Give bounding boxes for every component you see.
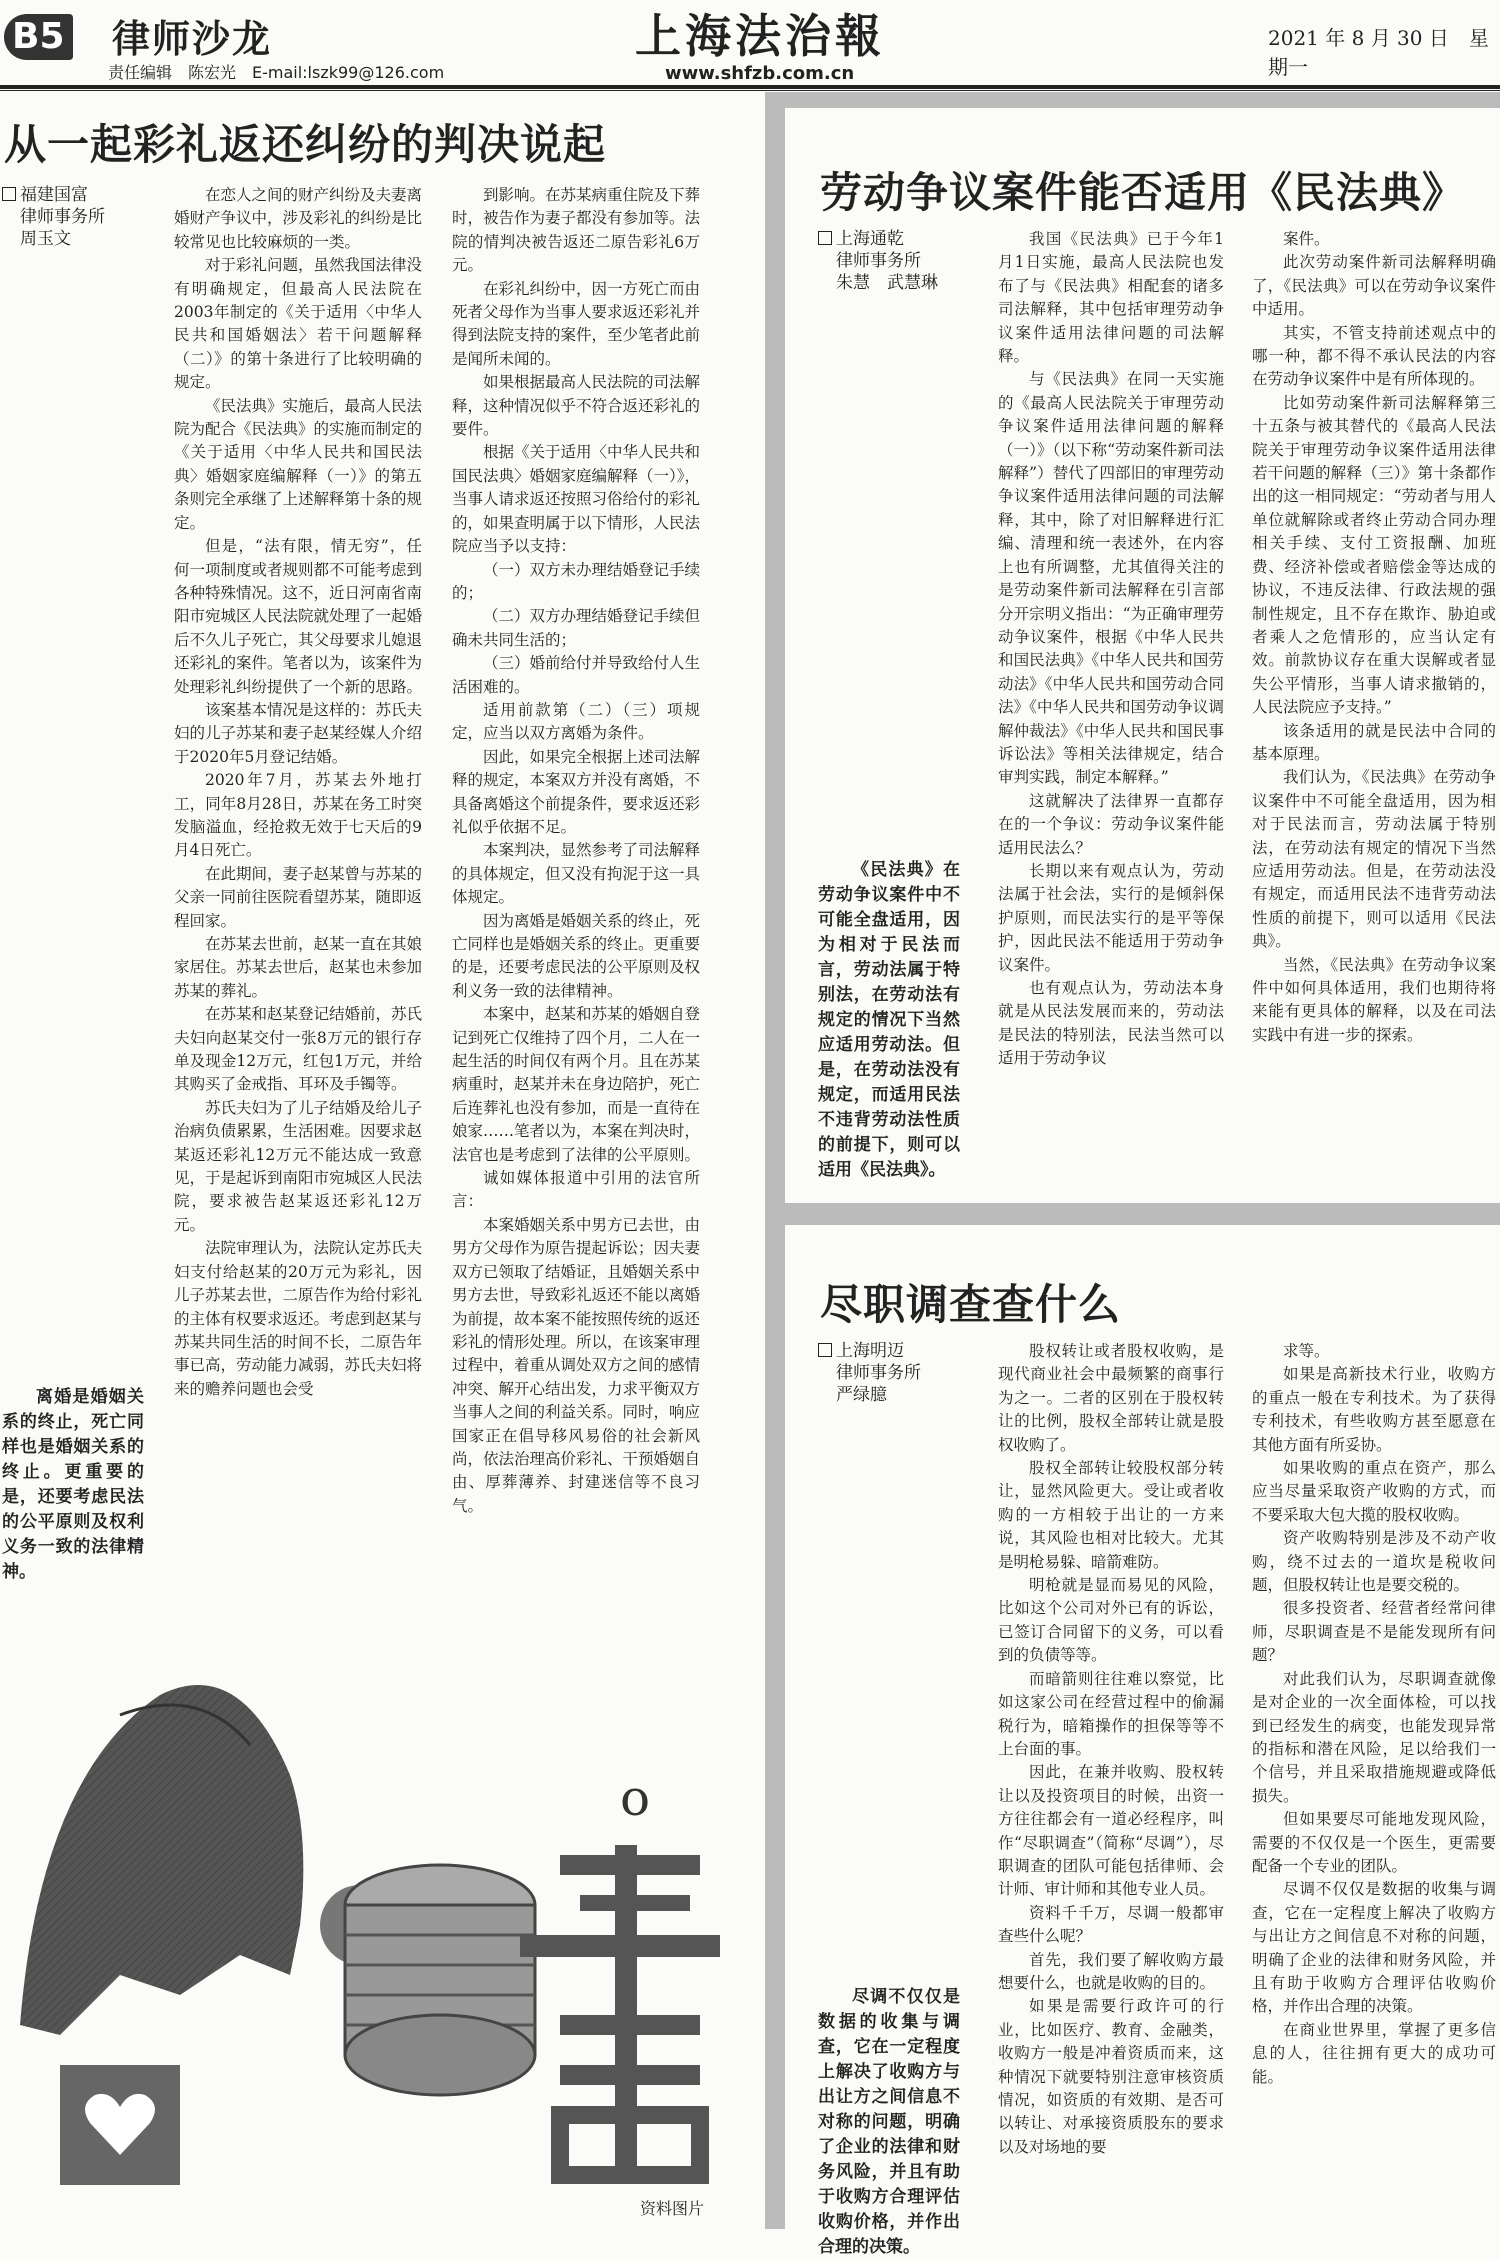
section-divider-bar [785, 1203, 1500, 1225]
body-paragraph: （二）双方办理结婚登记手续但确未共同生活的； [452, 607, 701, 649]
body-paragraph: 资产收购特别是涉及不动产收购，绕不过去的一道坎是税收问题，但股权转让也是要交税的。 [1252, 1529, 1496, 1595]
body-paragraph: 股权转让或者股权收购，是现代商业社会中最频繁的商事行为之一。二者的区别在于股权转让的比例，股权全部转让就是股权收购了。 [998, 1342, 1224, 1454]
article2-column-1 [998, 228, 1224, 1071]
masthead-rule-thin [0, 90, 1500, 91]
article3-column-1 [998, 1340, 1224, 2159]
article1-column-1 [174, 184, 422, 1401]
masthead-rule [0, 85, 1500, 89]
body-paragraph: 在苏某和赵某登记结婚前，苏氏夫妇向赵某交付一张8万元的银行存单及现金12万元，红包1万元，并给其购买了金戒指、耳环及手镯等。 [174, 1005, 423, 1094]
top-right-bar [785, 92, 1500, 108]
wedding-illustration [0, 1595, 740, 2210]
article3-pull-quote: 尽调不仅仅是数据的收集与调查，它在一定程度上解决了收购方与出让方之间信息不对称的问题，明确了企业的法律和财务风险，并且有助于收购方合理评估收购价格，并作出合理的决策。 [818, 1987, 960, 2257]
byline-firm-type: 律师事务所 [836, 251, 921, 271]
body-paragraph: 本案判决，显然参考了司法解释的具体规定，但又没有拘泥于这一具体规定。 [452, 841, 701, 907]
red-veil-shape [20, 1685, 303, 2035]
newspaper-logo: 上海法治報 [635, 9, 885, 63]
body-paragraph: 我们认为，《民法典》在劳动争议案件中不可能全盘适用，因为相对于民法而言，劳动法属于特别法，在劳动法有规定的情况下当然应适用劳动法。但是，在劳动法没有规定，而适用民法不违背劳动法性质的前提下，则可以适用《民法典》。 [1252, 768, 1496, 951]
body-paragraph: 但如果要尽可能地发现风险，需要的不仅仅是一个医生，更需要配备一个专业的团队。 [1252, 1810, 1496, 1875]
body-paragraph: 《民法典》实施后，最高人民法院为配合《民法典》的实施而制定的《关于适用〈中华人民共和国民法典〉婚姻家庭编解释（一）》的第五条则完全承继了上述解释第十条的规定。 [174, 396, 423, 532]
body-paragraph: 在苏某去世前，赵某一直在其娘家居住。苏某去世后，赵某也未参加苏某的葬礼。 [174, 935, 423, 1000]
body-paragraph: 此次劳动案件新司法解释明确了，《民法典》可以在劳动争议案件中适用。 [1252, 253, 1496, 319]
body-paragraph: 适用前款第（二）（三）项规定，应当以双方离婚为条件。 [452, 700, 700, 743]
body-paragraph: 本案婚姻关系中男方已去世，由男方父母作为原告提起诉讼；因夫妻双方已领取了结婚证，且婚姻关系中男方去世，导致彩礼返还不能以离婚为前提，故本案不能按照传统的返还彩礼的情形处理。所以，在该案审理过程中，着重从调处双方之间的感情冲突、解开心结出发，力求平衡双方当事人之间的利益关系。同时，响应国家正在倡导移风易俗的社会新风尚，依法治理高价彩礼、干预婚姻自由、厚葬薄养、封建迷信等不良习气。 [452, 1215, 701, 1515]
body-paragraph: 资料千千万，尽调一般都审查些什么呢？ [998, 1903, 1224, 1946]
body-paragraph: 如果收购的重点在资产，那么应当尽量采取资产收购的方式，而不要采取大包大揽的股权收购。 [1252, 1459, 1496, 1524]
image-caption: 资料图片 [640, 2199, 705, 2218]
body-paragraph: 对于彩礼问题，虽然我国法律没有明确规定，但最高人民法院在2003年制定的《关于适用〈中华人民共和国婚姻法〉若干问题解释（二）》的第十条进行了比较明确的规定。 [174, 256, 423, 392]
body-paragraph: 长期以来有观点认为，劳动法属于社会法，实行的是倾斜保护原则，而民法实行的是平等保护，因此民法不能适用于劳动争议案件。 [998, 861, 1224, 974]
editor-info: 责任编辑 陈宏光 E-mail:lszk99@126.com [108, 63, 445, 82]
body-paragraph: 本案中，赵某和苏某的婚姻自登记到死亡仅维持了四个月，二人在一起生活的时间仅有两个月。且在苏某病重时，赵某并未在身边陪护，死亡后连葬礼也没有参加，而是一直待在娘家……笔者以为，本案在判决时，法官也是考虑到了法律的公平原则。 [452, 1005, 701, 1164]
byline-author: 周玉文 [20, 229, 71, 249]
column-gutter [765, 92, 785, 2229]
section-title: 律师沙龙 [112, 17, 273, 61]
body-paragraph: 也有观点认为，劳动法本身就是从民法发展而来的，劳动法是民法的特别法，民法当然可以适用于劳动争议 [998, 979, 1224, 1068]
body-paragraph: （一）双方未办理结婚登记手续的； [452, 560, 701, 602]
body-paragraph: 2020年7月，苏某去外地打工，同年8月28日，苏某在务工时突发脑溢血，经抢救无效于七天后的9月4日死亡。 [174, 771, 422, 860]
article3-byline [818, 1340, 968, 1406]
body-paragraph: 如果是高新技术行业，收购方的重点一般在专利技术。为了获得专利技术，有些收购方甚至愿意在其他方面有所妥协。 [1252, 1365, 1496, 1454]
body-paragraph: 当然，《民法典》在劳动争议案件中如何具体适用，我们也期待将来能有更具体的解释，以及在司法实践中有进一步的探索。 [1252, 955, 1496, 1044]
article1-title: 从一起彩礼返还纠纷的判决说起 [4, 120, 607, 169]
byline-firm: 上海明迈 [836, 1341, 904, 1361]
body-paragraph: 在恋人之间的财产纠纷及夫妻离婚财产争议中，涉及彩礼的纠纷是比较常见也比较麻烦的一类。 [174, 186, 423, 251]
article3-column-2 [1252, 1340, 1496, 2089]
body-paragraph: 比如劳动案件新司法解释第三十五条与被其替代的《最高人民法院关于审理劳动争议案件适用法律若干问题的解释（三）》第十条都作出的这一相同规定：“劳动者与用人单位就解除或者终止劳动合同办理相关手续、支付工资报酬、加班费、经济补偿或者赔偿金等达成的协议，不违反法律、行政法规的强制性规定，且不存在欺诈、胁迫或者乘人之危情形的，应当认定有效。前款协议存在重大误解或者显失公平情形，当事人请求撤销的，人民法院应予支持。” [1252, 393, 1496, 717]
article1-column-2 [452, 184, 700, 1518]
body-paragraph: 明枪就是显而易见的风险，比如这个公司对外已有的诉讼，已签订合同留下的义务，可以看到的负债等等。 [998, 1576, 1224, 1665]
article1-pull-quote: 离婚是婚姻关系的终止，死亡同样也是婚姻关系的终止。更重要的是，还要考虑民法的公平原则及权利义务一致的法律精神。 [2, 1387, 144, 1582]
body-paragraph: 因此，在兼并收购、股权转让以及投资项目的时候，出资一方往往都会有一道必经程序，叫作“尽职调查”（简称“尽调”），尽职调查的团队可能包括律师、会计师、审计师和其他专业人员。 [998, 1763, 1224, 1899]
body-paragraph: 这就解决了法律界一直都存在的一个争议：劳动争议案件能适用民法么？ [998, 791, 1224, 857]
body-paragraph: 因为离婚是婚姻关系的终止，死亡同样也是婚姻关系的终止。更重要的是，还要考虑民法的公平原则及权利义务一致的法律精神。 [452, 911, 701, 1000]
body-paragraph: 其实，不管支持前述观点中的哪一种，都不得不承认民法的内容在劳动争议案件中是有所体现的。 [1252, 323, 1496, 389]
body-paragraph: 因此，如果完全根据上述司法解释的规定，本案双方并没有离婚，不具备离婚这个前提条件，要求返还彩礼似乎依据不足。 [452, 747, 701, 836]
body-paragraph: 苏氏夫妇为了儿子结婚及给儿子治病负债累累，生活困难。因要求赵某返还彩礼12万元不能达成一致意见，于是起诉到南阳市宛城区人民法院，要求被告赵某返还彩礼12万元。 [174, 1098, 423, 1234]
website-url[interactable]: www.shfzb.com.cn [665, 63, 855, 84]
double-happiness-icon [520, 1769, 720, 2175]
body-paragraph: 在商业世界里，掌握了更多信息的人，往往拥有更大的成功可能。 [1252, 2020, 1496, 2086]
body-paragraph: 在此期间，妻子赵某曾与苏某的父亲一同前往医院看望苏某，随即返程回家。 [174, 864, 423, 930]
body-paragraph: 该条适用的就是民法中合同的基本原理。 [1252, 721, 1496, 763]
body-paragraph: 而暗箭则往往难以察觉，比如这家公司在经营过程中的偷漏税行为，暗箱操作的担保等等不上台面的事。 [998, 1669, 1224, 1758]
body-paragraph: 诚如媒体报道中引用的法官所言： [452, 1169, 700, 1211]
byline-firm: 上海通乾 [836, 229, 904, 249]
body-paragraph: 法院审理认为，法院认定苏氏夫妇支付给赵某的20万元为彩礼，因儿子苏某去世，二原告作为给付彩礼的主体有权要求返还。考虑到赵某与苏某共同生活的时间不长，二原告年事已高，劳动能力减弱，苏氏夫妇将来的赡养问题也会受 [174, 1239, 423, 1398]
body-paragraph: 首先，我们要了解收购方最想要什么，也就是收购的目的。 [998, 1950, 1224, 1992]
article2-column-2 [1252, 228, 1496, 1047]
body-paragraph: 与《民法典》在同一天实施的《最高人民法院关于审理劳动争议案件适用法律问题的解释（一）》（以下称“劳动案件新司法解释”）替代了四部旧的审理劳动争议案件适用法律问题的司法解释，其中，除了对旧解释进行汇编、清理和统一表述外，在内容上也有所调整，尤其值得关注的是劳动案件新司法解释在引言部分开宗明义指出：“为正确审理劳动争议案件，根据《中华人民共和国民法典》《中华人民共和国劳动法》《中华人民共和国劳动合同法》《中华人民共和国劳动争议调解仲裁法》《中华人民共和国民事诉讼法》等相关法律规定，结合审判实践，制定本解释。” [998, 370, 1224, 787]
body-paragraph: 根据《关于适用〈中华人民共和国民法典〉婚姻家庭编解释（一）》，当事人请求返还按照习俗给付的彩礼的，如果查明属于以下情形，人民法院应当予以支持： [452, 443, 701, 556]
article2-title: 劳动争议案件能否适用《民法典》 [820, 168, 1466, 217]
heart-icon [60, 2065, 180, 2185]
body-paragraph: （三）婚前给付并导致给付人生活困难的。 [452, 654, 701, 696]
body-paragraph: 股权全部转让较股权部分转让，显然风险更大。受让或者收购的一方相较于出让的一方来说，其风险也相对比较大。尤其是明枪易躲、暗箭难防。 [998, 1459, 1224, 1571]
body-paragraph: 但是，“法有限，情无穷”，任何一项制度或者规则都不可能考虑到各种特殊情况。这不，近日河南省南阳市宛城区人民法院就处理了一起婚后不久儿子死亡，其父母要求儿媳退还彩礼的案件。笔者以为，该案件为处理彩礼纠纷提供了一个新的思路。 [174, 537, 423, 696]
byline-author: 朱慧 武慧琳 [836, 273, 938, 293]
body-paragraph: 尽调不仅仅是数据的收集与调查，它在一定程度上解决了收购方与出让方之间信息不对称的问题，明确了企业的法律和财务风险，并且有助于收购方合理评估收购价格，并作出合理的决策。 [1252, 1880, 1496, 2016]
byline-square-icon [818, 1343, 832, 1357]
section-badge: B5 [4, 14, 73, 60]
byline-firm: 福建国富 [20, 185, 88, 205]
body-paragraph: 如果是需要行政许可的行业，比如医疗、教育、金融类，收购方一般是冲着资质而来，这种情况下就要特别注意审核资质情况，如资质的有效期、是否可以转让、对承接资质股东的要求以及对场地的要 [998, 1997, 1224, 2156]
article2-pull-quote: 《民法典》在劳动争议案件中不可能全盘适用，因为相对于民法而言，劳动法属于特别法，在劳动法有规定的情况下当然应适用劳动法。但是，在劳动法没有规定，而适用民法不违背劳动法性质的前提下，则可以适用《民法典》。 [818, 860, 960, 1180]
body-paragraph: 到影响。在苏某病重住院及下葬时，被告作为妻子都没有参加等。法院的情判决被告返还二原告彩礼6万元。 [452, 186, 701, 275]
byline-firm-type: 律师事务所 [20, 207, 105, 227]
body-paragraph: 案件。 [1283, 230, 1330, 248]
byline-square-icon [2, 187, 16, 201]
body-paragraph: 在彩礼纠纷中，因一方死亡而由死者父母作为当事人要求返还彩礼并得到法院支持的案件，至少笔者此前是闻所未闻的。 [452, 279, 701, 368]
body-paragraph: 我国《民法典》已于今年1月1日实施，最高人民法院也发布了与《民法典》相配套的诸多司法解释，其中包括审理劳动争议案件适用法律问题的司法解释。 [998, 230, 1224, 366]
article1-byline [2, 184, 122, 250]
body-paragraph: 对此我们认为，尽职调查就像是对企业的一次全面体检，可以找到已经发生的病变，也能发现异常的指标和潜在风险，足以给我们一个信号，并且采取措施规避或降低损失。 [1252, 1669, 1496, 1805]
coin-stack-icon [345, 1865, 535, 2095]
issue-date: 2021 年 8 月 30 日 星期一 [1268, 26, 1489, 79]
svg-text:o: o [620, 1769, 651, 1827]
byline-author: 严绿臆 [836, 1385, 887, 1405]
body-paragraph: 该案基本情况是这样的：苏氏夫妇的儿子苏某和妻子赵某经媒人介绍于2020年5月登记结婚。 [174, 700, 423, 766]
body-paragraph: 求等。 [1283, 1342, 1330, 1360]
body-paragraph: 如果根据最高人民法院的司法解释，这种情况似乎不符合返还彩礼的要件。 [452, 373, 701, 439]
article2-byline [818, 228, 968, 294]
byline-firm-type: 律师事务所 [836, 1363, 921, 1383]
byline-square-icon [818, 231, 832, 245]
article3-title: 尽职调查查什么 [820, 1280, 1122, 1329]
body-paragraph: 很多投资者、经营者经常问律师，尽职调查是不是能发现所有问题？ [1252, 1599, 1496, 1665]
